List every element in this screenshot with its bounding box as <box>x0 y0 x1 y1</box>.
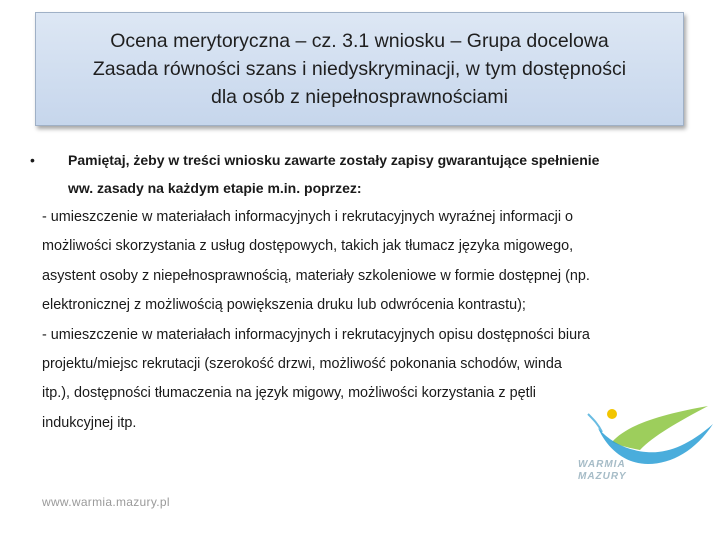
body-line-1: - umieszczenie w materiałach informacyjnych i rekrutacyjnych wyraźnej informacji o <box>42 209 574 225</box>
logo-line-1: WARMIA <box>578 459 626 470</box>
body-line-3: asystent osoby z niepełnosprawnością, materiały szkoleniowe w formie dostępnej (np. <box>42 267 590 284</box>
body-line-2: możliwości skorzystania z usług dostępowych, takich jak tłumacz języka migowego, <box>42 238 574 255</box>
title-line-2: Zasada równości szans i niedyskryminacji, w tym dostępności <box>92 58 627 80</box>
logo-wave-accent <box>588 414 602 432</box>
body-line-8: indukcyjnej itp. <box>42 414 137 431</box>
bullet-item <box>30 146 692 202</box>
logo-line-2: MAZURY <box>578 471 627 482</box>
body-line-7: itp.), dostępności tłumaczenia na język migowy, możliwości korzystania z pętli <box>42 385 537 402</box>
footer-url: www.warmia.mazury.pl <box>42 495 170 509</box>
body-line-6: projektu/miejsc rekrutacji (szerokość drzwi, możliwość pokonania schodów, winda <box>42 356 562 373</box>
logo-wordmark <box>578 459 627 483</box>
title-line-3: dla osób z niepełnosprawnościami <box>210 86 508 108</box>
title-box <box>35 12 684 126</box>
body-line-5: - umieszczenie w materiałach informacyjnych i rekrutacyjnych opisu dostępności biura <box>42 326 590 343</box>
title-line-1: Ocena merytoryczna – cz. 3.1 wniosku – Grupa docelowa <box>110 30 609 52</box>
logo-yellow-dot <box>607 409 617 419</box>
body-line-4: elektronicznej z możliwością powiększenia druku lub odwrócenia kontrastu); <box>42 297 526 314</box>
bullet-line-2: ww. zasady na każdym etapie m.in. poprzez: <box>68 180 362 196</box>
bullet-icon: • <box>30 152 35 168</box>
bullet-line-1: Pamiętaj, żeby w treści wniosku zawarte zostały zapisy gwarantujące spełnienie <box>68 152 600 168</box>
